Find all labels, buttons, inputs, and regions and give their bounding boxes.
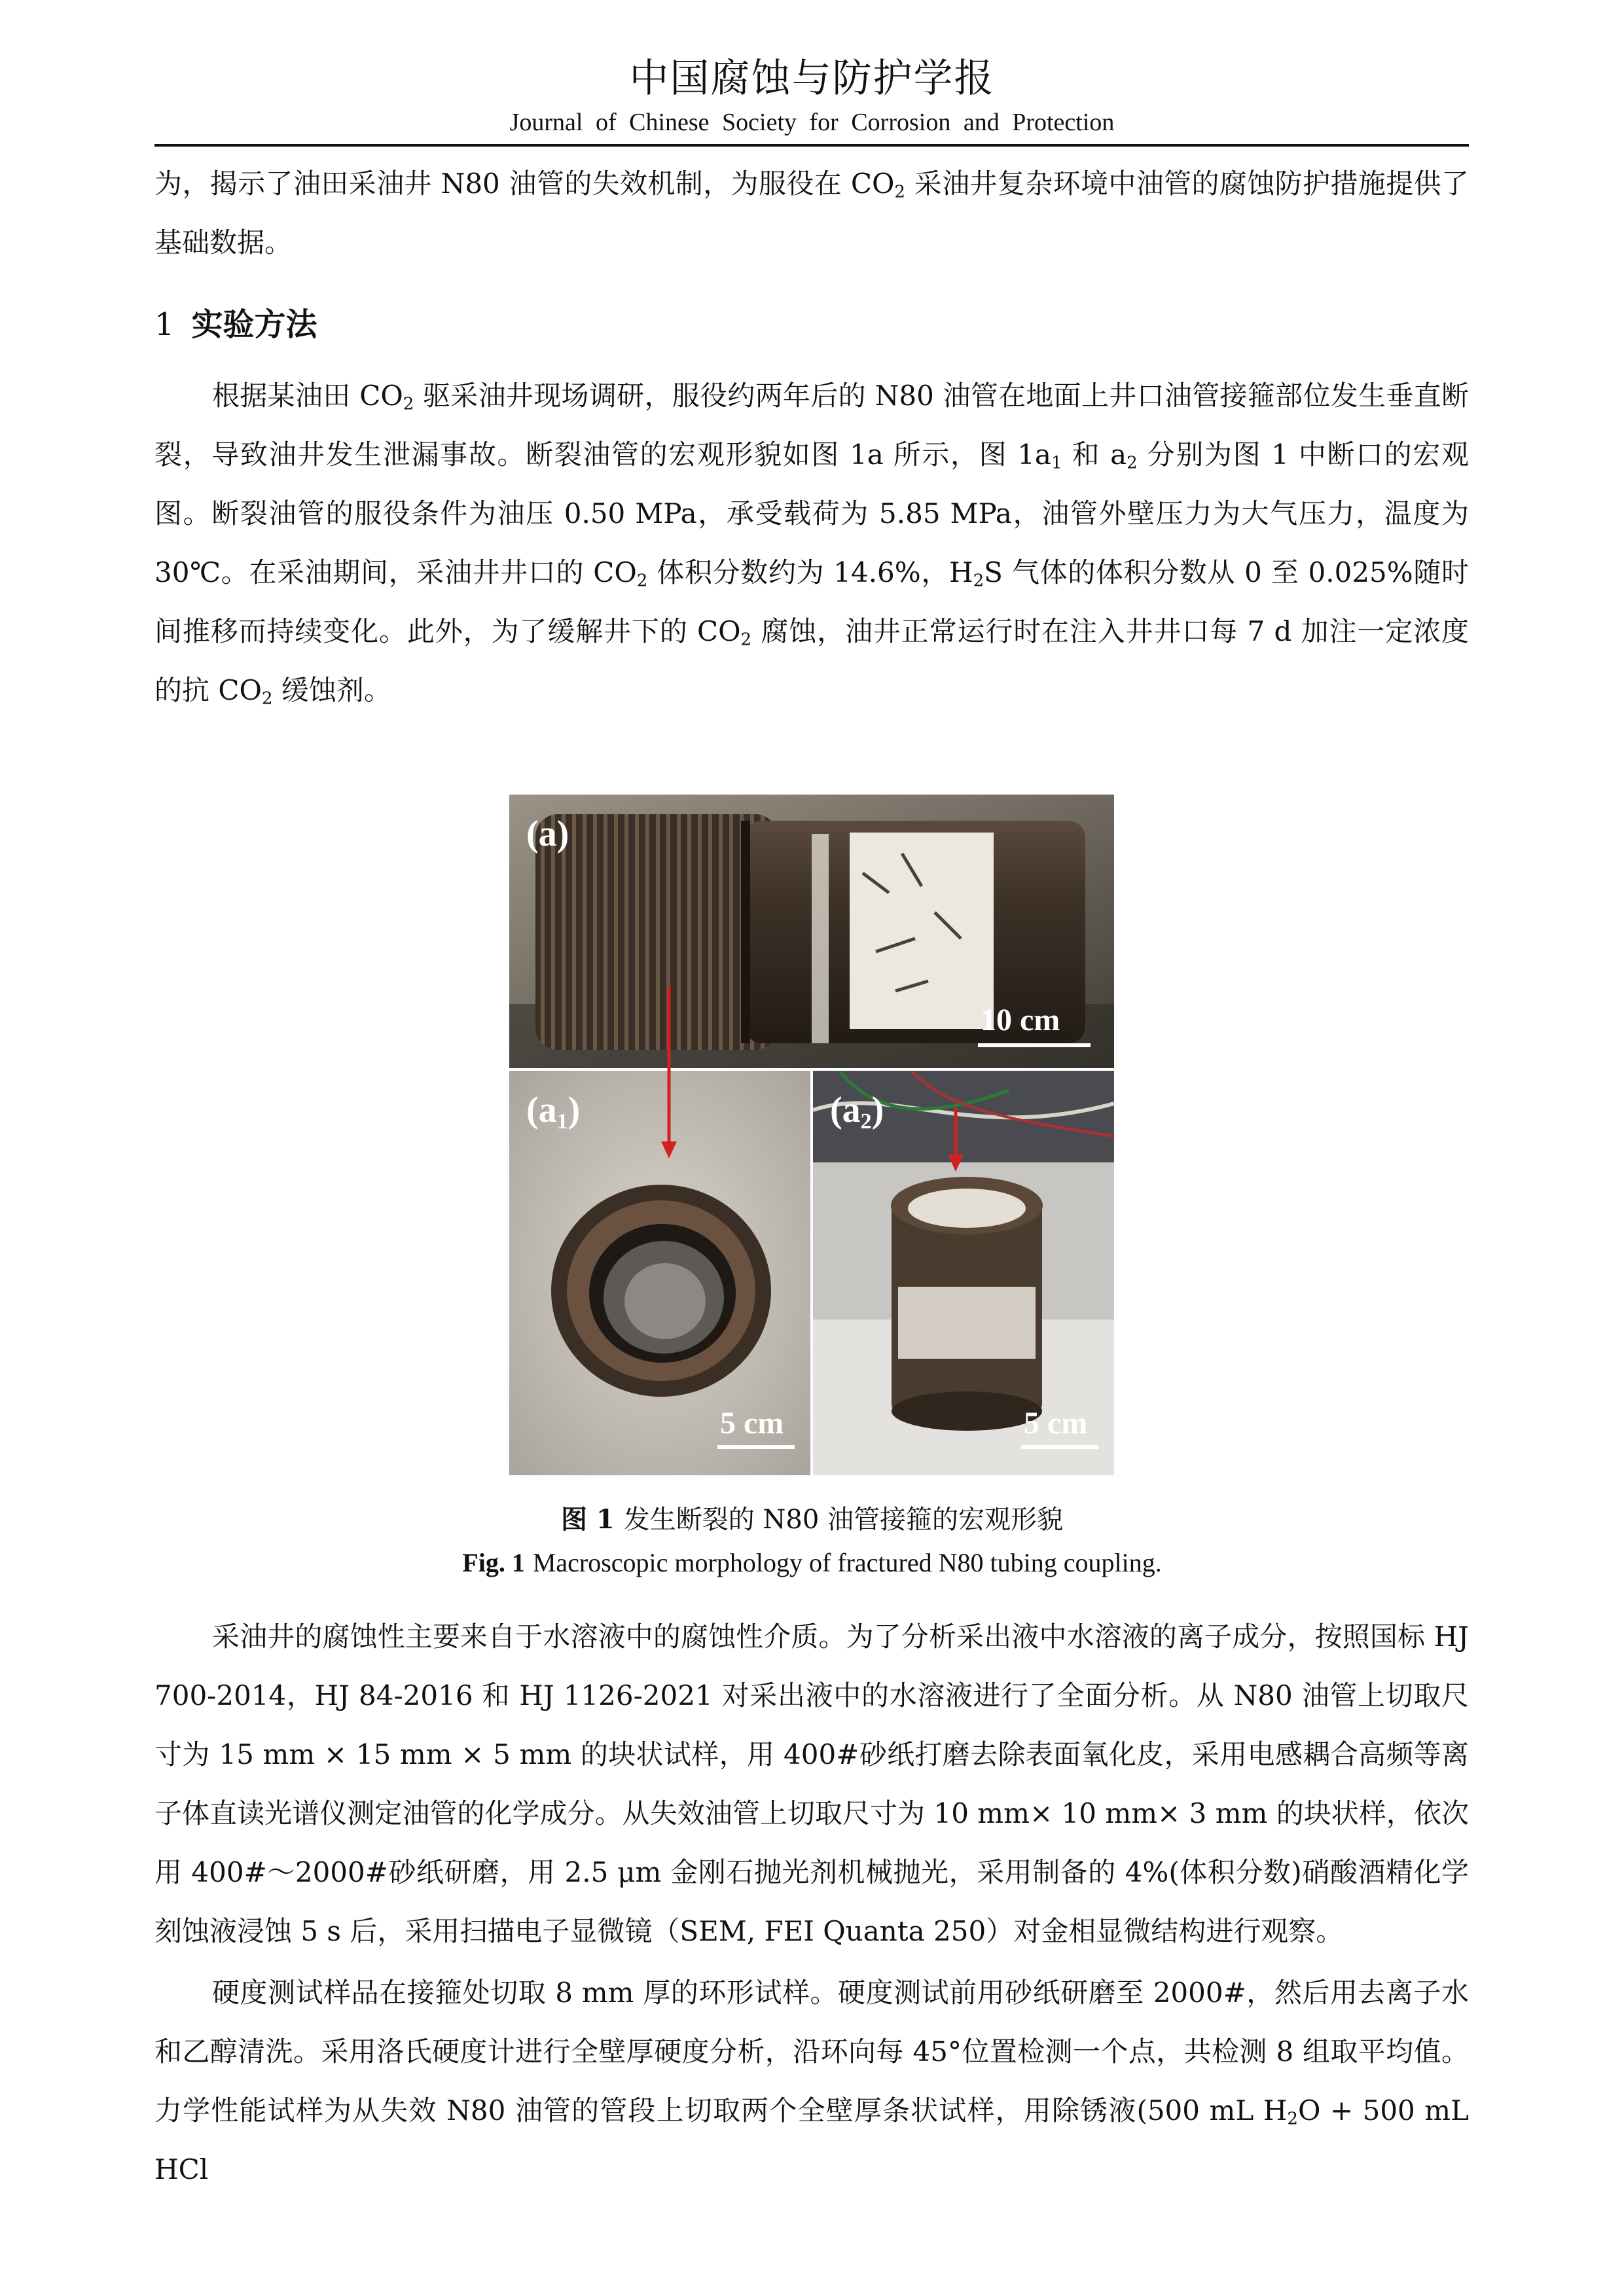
arrow-to-a1-head-icon — [661, 1141, 677, 1158]
indicator-arrows — [509, 795, 1114, 1475]
paragraph-hardness: 硬度测试样品在接箍处切取 8 mm 厚的环形试样。硬度测试前用砂纸研磨至 2000#，然后用去离子水和乙醇清洗。采用洛氏硬度计进行全壁厚硬度分析，沿环向每 45°位置检测一个点，共检测 8 组取平均值。力学性能试样为从失效 N80 油管的管段上切取两个全壁厚条状试样，用除锈液(500 mL $H_2O + 500$ mL HCl — [154, 1977, 1470, 2185]
panel-a1-label: $(a_1)$ — [526, 1090, 581, 1134]
journal-title-en: Journal of Chinese Society for Corrosion and Protection — [509, 109, 1115, 136]
scale-label-a2: 5 cm — [1024, 1406, 1088, 1441]
figure-label-cn: 图 1 — [560, 1504, 615, 1535]
section-number: 1 — [154, 306, 175, 343]
scale-label-a: 10 cm — [981, 1003, 1060, 1037]
figure-caption-en: Fig. 1 Macroscopic morphology of fractured N80 tubing coupling. — [462, 1548, 1162, 1577]
figure-caption-cn: 图 1 发生断裂的 N80 油管接箍的宏观形貌 — [560, 1504, 1064, 1535]
scale-label-a1: 5 cm — [720, 1406, 784, 1441]
section-heading — [154, 298, 317, 351]
figure-label-en: Fig. 1 — [462, 1548, 525, 1577]
section-title: 实验方法 — [191, 306, 317, 343]
panel-a-label: (a) — [526, 814, 569, 854]
arrow-to-a2-head-icon — [948, 1155, 964, 1172]
figure-1 — [509, 795, 1114, 1475]
panel-a2-label: $(a_2)$ — [830, 1090, 884, 1134]
header-divider — [154, 144, 1469, 147]
journal-title-cn: 中国腐蚀与防护学报 — [629, 56, 995, 101]
paragraph-methods: 采油井的腐蚀性主要来自于水溶液中的腐蚀性介质。为了分析采出液中水溶液的离子成分，按照国标 HJ 700-2014，HJ 84-2016 和 HJ 1126-2021 对采出液中的水溶液进行了全面分析。从 N80 油管上切取尺寸为 15 mm × 15 mm × 5 mm 的块状试样，用 400#砂纸打磨去除表面氧化皮，采用电感耦合高频等离子体直读光谱仪测定油管的化学成分。从失效油管上切取尺寸为 10 mm× 10 mm× 3 mm 的块状样，依次用 400#～2000#砂纸研磨，用 2.5 μm 金刚石抛光剂机械抛光，采用制备的 4%(体积分数)硝酸酒精化学刻蚀液浸蚀 5 s 后，采用扫描电子显微镜（SEM, FEI Quanta 250）对金相显微结构进行观察。 — [154, 1621, 1469, 1947]
paragraph-field-survey: 根据某油田 $CO_2$ 驱采油井现场调研，服役约两年后的 N80 油管在地面上井口油管接箍部位发生垂直断裂，导致油井发生泄漏事故。断裂油管的宏观形貌如图 1a 所示，图 $1a_1$ 和 $a_2$ 分别为图 1 中断口的宏观图。断裂油管的服役条件为油压 0.50 MPa，承受载荷为 5.85 MPa，油管外壁压力为大气压力，温度为 30℃。在采油期间，采油井井口的 $CO_2$ 体积分数约为 14.6%，$H_2S$ 气体的体积分数从 0 至 0.025%随时间推移而持续变化。此外，为了缓解井下的 $CO_2$ 腐蚀，油井正常运行时在注入井井口每 7 d 加注一定浓度的抗 $CO_2$ 缓蚀剂。 — [154, 380, 1470, 709]
intro-continuation-paragraph: 为，揭示了油田采油井 N80 油管的失效机制，为服役在 $CO_2$ 采油井复杂环境中油管的腐蚀防护措施提供了基础数据。 — [154, 168, 1469, 259]
